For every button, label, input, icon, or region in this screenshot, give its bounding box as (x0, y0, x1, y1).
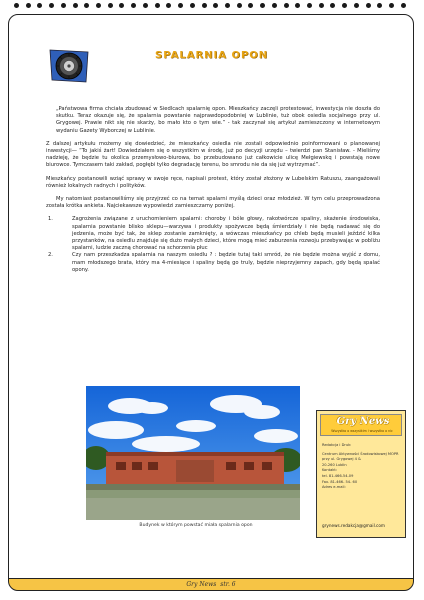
binding-ring (295, 3, 300, 8)
article-paragraph: „Państwowa firma chciała zbudować w Siedlcach spalarnię opon. Mieszkańcy zaczęli protestować, inwestycja nie doszła do skutku. Teraz okazuje się, że spalarnia powstanie najprawdopodobniej w Lublinie, tuż obok osiedla socjalnego przy ul. Grygowej. Prawie nikt się nie skarży, bo mało kto o tym wie.” - tak zaczynał się artykuł zamieszczony w internetowym wydaniu Gazety Wyborczej w Lublinie. (56, 106, 380, 134)
publisher-line: tel. 81-466-54-09 (322, 473, 354, 478)
photo-caption: Budynek w którym powstać miała spalarnia opon (139, 523, 253, 528)
binding-ring (131, 3, 136, 8)
page-footer (8, 578, 414, 591)
binding-ring (73, 3, 78, 8)
binding-ring (401, 3, 406, 8)
binding-ring (284, 3, 289, 8)
binding-ring (49, 3, 54, 8)
publisher-line: Kontakt: (322, 468, 337, 473)
binding-ring (96, 3, 101, 8)
binding-ring (155, 3, 160, 8)
contact-email: grynews.redakcja@gmail.com (322, 523, 386, 528)
list-item (46, 252, 380, 274)
binding-ring (14, 3, 19, 8)
list-number: 1. (48, 216, 53, 223)
tire-icon (46, 46, 92, 86)
binding-ring (61, 3, 66, 8)
binding-ring (213, 3, 218, 8)
list-number: 2. (48, 252, 53, 259)
article-title: SPALARNIA OPON (155, 50, 269, 61)
gry-news-logo (320, 414, 402, 436)
binding-ring (377, 3, 382, 8)
binding-ring (108, 3, 113, 8)
publisher-line: Fax. 81-466- 54- 60 (322, 479, 358, 484)
publisher-line: Adres e-mail: (322, 485, 346, 490)
binding-ring (366, 3, 371, 8)
binding-ring (330, 3, 335, 8)
logo-text: Gry News (336, 416, 390, 427)
binding-ring (143, 3, 148, 8)
binding-ring (354, 3, 359, 8)
list-item-text: Czy nam przeszkadza spalarnia na naszym osiedlu ? : będzie tutaj taki smród, że nie będzie można wyjść z domu, mam młodszego brata, który ma 4-miesiące i spaliny będą go truly, będzie nieprzyjemny zapach, gdy będą spalać opony. (72, 252, 380, 273)
binding-ring (260, 3, 265, 8)
binding-ring (319, 3, 324, 8)
binding-ring (26, 3, 31, 8)
article-paragraph: My natomiast postanowiliśmy się przyjrzeć co na temat spalarni myślą dzieci oraz młodzież. W tym celu przeprowadzona została krótka ankieta. Najciekawsze wypowiedzi zamieszczamy poniżej. (46, 196, 380, 210)
article-paragraph: Mieszkańcy postanowili wziąć sprawy w swoje ręce, napisali protest, który został złożony w Lubelskim Ratuszu, zaangażowali również lokalnych radnych i polityków. (46, 175, 380, 189)
article-body (46, 106, 380, 274)
binding-ring (225, 3, 230, 8)
binding-ring (248, 3, 253, 8)
binding-ring (237, 3, 242, 8)
survey-list (46, 216, 380, 274)
binding-ring (166, 3, 171, 8)
footer-publication: Gry News (186, 581, 217, 588)
binding-ring (202, 3, 207, 8)
binding-ring (307, 3, 312, 8)
publisher-info-box (316, 410, 406, 538)
list-item-text: Zagrożenia związane z uruchomieniem spalarni: choroby i bóle głowy, rakotwórcze spaliny, skażenie środowiska, spalarnia powstanie blisko sklepu—warzywa i produkty spożywcze będą śmierdziały i nie będą nadawać się do jedzenia, może być tak, że sklep zostanie zamknięty, a wówczas mieszkańcy po chleb będą musieli jeździć kilka przystanków, na osiedlu znajduje się dużo małych dzieci, które mogą mieć zaburzenia rozwoju przebywając w pobliżu spalarni, ludzie zaczną chorować na schorzenia płuc (72, 216, 380, 252)
publisher-line: Redakcja i Druk: (322, 443, 352, 447)
publisher-line: Centrum Aktywności Środowiskowej MOPR przy ul. Grygowej 4 & (322, 451, 399, 462)
list-item (46, 216, 380, 252)
binding-ring (190, 3, 195, 8)
binding-ring (178, 3, 183, 8)
binding-ring (389, 3, 394, 8)
building-photo (86, 386, 300, 520)
spiral-binding (14, 3, 406, 11)
publisher-line: 20-260 Lublin (322, 462, 347, 467)
binding-ring (37, 3, 42, 8)
publisher-details (322, 443, 404, 491)
logo-tagline: Wszystko o wszystkim i wszystko o nic (331, 429, 393, 433)
binding-ring (119, 3, 124, 8)
article-paragraph: Z dalszej artykułu możemy się dowiedzieć, że mieszkańcy osiedla nie zostali odpowiednio poinformowani o planowanej inwestycji— “To jakiś żart! Dowiedziałem się o wszystkim w środę, już po decyzji urzędu – twierdzi pan Stanisław. - Mieliśmy nadzieję, że będzie tu okolica przemysłowo-biurowa, bo przebudowano już całkowicie ulicę Mełgiewskq i powstają nowe biurowce. Tymczasem taki zakład, pogłębi tylko degradację terenu, bo smrodu nie da się już wytrzymać”. (46, 140, 380, 169)
binding-ring (84, 3, 89, 8)
binding-ring (342, 3, 347, 8)
binding-ring (272, 3, 277, 8)
footer-page-number: str. 6 (220, 581, 236, 588)
